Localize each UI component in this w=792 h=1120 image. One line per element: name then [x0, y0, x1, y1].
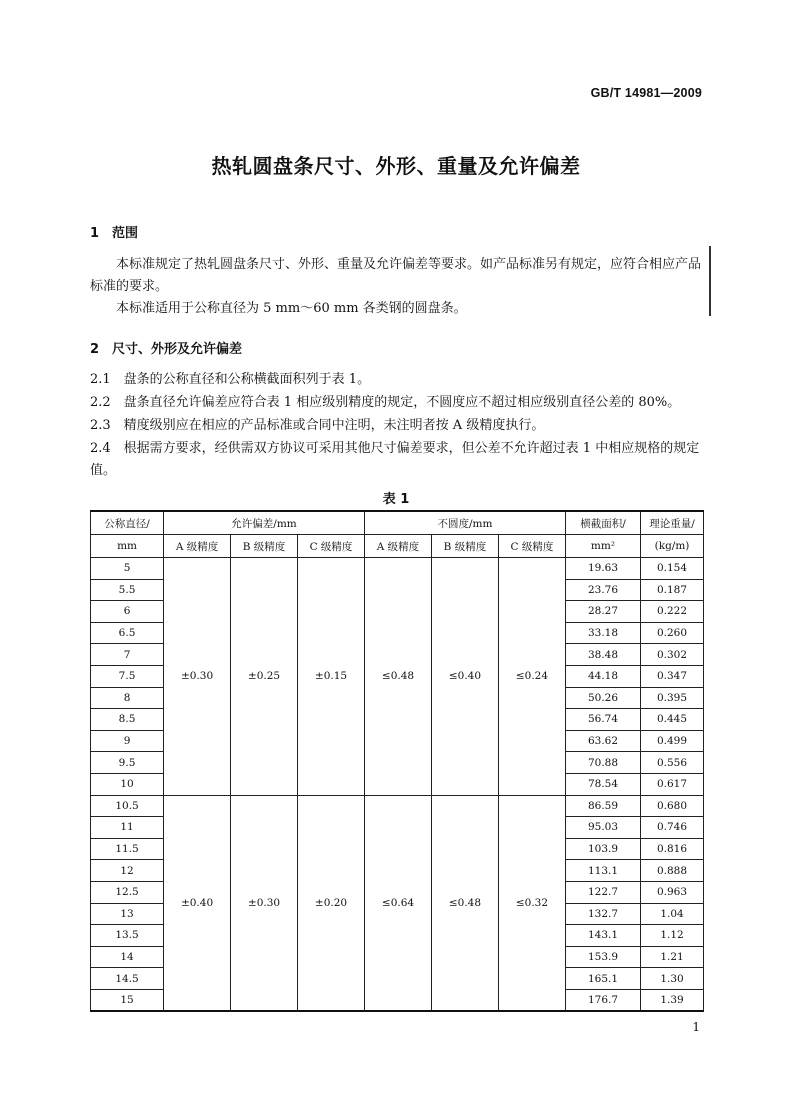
cell-area: 33.18 [565, 622, 640, 644]
cell-weight: 0.187 [641, 579, 704, 601]
cell-weight: 0.888 [641, 860, 704, 882]
cell-weight: 1.21 [641, 946, 704, 968]
cell-tol-a: ±0.40 [164, 795, 231, 1011]
clause-2-4: 2.4 根据需方要求，经供需双方协议可采用其他尺寸偏差要求，但公差不允许超过表 1 中相应规格的规定值。 [90, 441, 700, 478]
cell-diameter: 14 [91, 946, 164, 968]
cell-ov-c: ≤0.32 [498, 795, 565, 1011]
clause-2-3: 2.3 精度级别应在相应的产品标准或合同中注明，未注明者按 A 级精度执行。 [90, 418, 545, 433]
header-diameter-unit: mm [91, 535, 164, 558]
dimension-table [90, 510, 704, 1012]
cell-ov-b: ≤0.48 [431, 795, 498, 1011]
header-ov-grade-b: B 级精度 [431, 535, 498, 558]
header-ovality: 不圆度/mm [365, 511, 566, 535]
cell-diameter: 15 [91, 989, 164, 1011]
cell-diameter: 6.5 [91, 622, 164, 644]
cell-diameter: 6 [91, 601, 164, 623]
section-1-paragraph-1: 本标准规定了热轧圆盘条尺寸、外形、重量及允许偏差等要求。如产品标准另有规定，应符合相应产品标准的要求。 [90, 257, 702, 294]
cell-weight: 0.556 [641, 752, 704, 774]
cell-area: 143.1 [565, 925, 640, 947]
cell-ov-c: ≤0.24 [498, 558, 565, 796]
cell-tol-c: ±0.15 [298, 558, 365, 796]
cell-weight: 0.395 [641, 687, 704, 709]
header-tol-grade-c: C 级精度 [298, 535, 365, 558]
header-weight: 理论重量/ [641, 511, 704, 535]
table-caption: 表 1 [382, 492, 410, 507]
cell-weight: 0.816 [641, 838, 704, 860]
cell-area: 44.18 [565, 665, 640, 687]
cell-area: 78.54 [565, 773, 640, 795]
section-2-heading: 2 尺寸、外形及允许偏差 [90, 342, 243, 357]
change-bar [709, 246, 711, 316]
cell-ov-a: ≤0.48 [365, 558, 432, 796]
cell-area: 28.27 [565, 601, 640, 623]
cell-weight: 0.680 [641, 795, 704, 817]
cell-weight: 0.222 [641, 601, 704, 623]
cell-area: 113.1 [565, 860, 640, 882]
cell-tol-b: ±0.30 [231, 795, 298, 1011]
cell-area: 63.62 [565, 730, 640, 752]
cell-area: 122.7 [565, 881, 640, 903]
header-ov-grade-c: C 级精度 [498, 535, 565, 558]
header-tol-grade-b: B 级精度 [231, 535, 298, 558]
cell-area: 70.88 [565, 752, 640, 774]
cell-diameter: 11.5 [91, 838, 164, 860]
cell-area: 86.59 [565, 795, 640, 817]
table-row [91, 558, 704, 580]
cell-diameter: 5.5 [91, 579, 164, 601]
cell-tol-c: ±0.20 [298, 795, 365, 1011]
header-area-unit: mm² [565, 535, 640, 558]
cell-ov-b: ≤0.40 [431, 558, 498, 796]
cell-area: 103.9 [565, 838, 640, 860]
cell-area: 56.74 [565, 709, 640, 731]
cell-diameter: 11 [91, 817, 164, 839]
cell-diameter: 9.5 [91, 752, 164, 774]
header-area: 横截面积/ [565, 511, 640, 535]
cell-weight: 1.30 [641, 968, 704, 990]
cell-area: 19.63 [565, 558, 640, 580]
cell-weight: 0.617 [641, 773, 704, 795]
clause-2-1: 2.1 盘条的公称直径和公称横截面积列于表 1。 [90, 372, 371, 387]
cell-area: 132.7 [565, 903, 640, 925]
cell-area: 23.76 [565, 579, 640, 601]
cell-diameter: 8 [91, 687, 164, 709]
cell-diameter: 5 [91, 558, 164, 580]
cell-tol-a: ±0.30 [164, 558, 231, 796]
cell-diameter: 13 [91, 903, 164, 925]
cell-ov-a: ≤0.64 [365, 795, 432, 1011]
header-ov-grade-a: A 级精度 [365, 535, 432, 558]
cell-diameter: 13.5 [91, 925, 164, 947]
cell-weight: 0.260 [641, 622, 704, 644]
table-row [91, 795, 704, 817]
header-diameter: 公称直径/ [91, 511, 164, 535]
cell-diameter: 14.5 [91, 968, 164, 990]
cell-diameter: 10 [91, 773, 164, 795]
cell-area: 165.1 [565, 968, 640, 990]
header-weight-unit: (kg/m) [641, 535, 704, 558]
document-title: 热轧圆盘条尺寸、外形、重量及允许偏差 [211, 154, 581, 178]
cell-weight: 0.746 [641, 817, 704, 839]
cell-diameter: 8.5 [91, 709, 164, 731]
cell-area: 153.9 [565, 946, 640, 968]
page-number: 1 [692, 1020, 700, 1034]
cell-diameter: 7.5 [91, 665, 164, 687]
standard-number: GB/T 14981—2009 [590, 86, 702, 100]
cell-area: 38.48 [565, 644, 640, 666]
cell-diameter: 10.5 [91, 795, 164, 817]
cell-weight: 1.12 [641, 925, 704, 947]
cell-area: 176.7 [565, 989, 640, 1011]
cell-weight: 0.154 [641, 558, 704, 580]
cell-weight: 0.963 [641, 881, 704, 903]
cell-area: 50.26 [565, 687, 640, 709]
section-1-paragraph-2: 本标准适用于公称直径为 5 mm～60 mm 各类钢的圆盘条。 [116, 301, 467, 316]
cell-diameter: 12.5 [91, 881, 164, 903]
cell-weight: 0.445 [641, 709, 704, 731]
cell-area: 95.03 [565, 817, 640, 839]
cell-diameter: 9 [91, 730, 164, 752]
cell-weight: 1.39 [641, 989, 704, 1011]
section-1-heading: 1 范围 [90, 226, 139, 241]
header-tolerance: 允许偏差/mm [164, 511, 365, 535]
cell-weight: 0.347 [641, 665, 704, 687]
cell-diameter: 12 [91, 860, 164, 882]
cell-weight: 1.04 [641, 903, 704, 925]
header-tol-grade-a: A 级精度 [164, 535, 231, 558]
cell-weight: 0.499 [641, 730, 704, 752]
cell-weight: 0.302 [641, 644, 704, 666]
clause-2-2: 2.2 盘条直径允许偏差应符合表 1 相应级别精度的规定，不圆度应不超过相应级别直径公差的 80%。 [90, 395, 681, 410]
cell-tol-b: ±0.25 [231, 558, 298, 796]
cell-diameter: 7 [91, 644, 164, 666]
